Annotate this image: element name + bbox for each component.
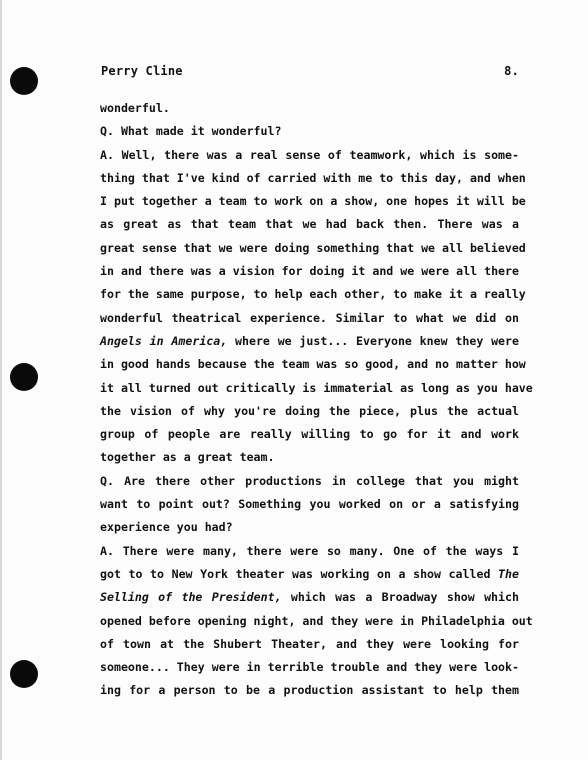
- transcript-line: [100, 679, 519, 702]
- line-text: Q. Are there other productions in college that you might: [100, 473, 519, 488]
- transcript-line: [100, 167, 526, 190]
- transcript-line: [100, 260, 519, 283]
- transcript-line: [100, 633, 519, 656]
- transcript-line: [100, 353, 526, 376]
- page-edge-shadow: [0, 0, 2, 760]
- page-header: [101, 64, 519, 82]
- transcript-line: [100, 144, 519, 167]
- interviewee-name: Perry Cline: [101, 64, 183, 78]
- line-text: it all turned out critically is immaterial as long as you have: [100, 380, 533, 395]
- line-text: opened before opening night, and they were in Philadelphia out: [100, 613, 533, 628]
- transcript-line: [100, 120, 519, 143]
- transcript-body: [100, 97, 533, 703]
- line-text: in good hands because the team was so good, and no matter how: [100, 357, 526, 372]
- line-text: in and there was a vision for doing it and we were all there: [100, 264, 519, 279]
- transcript-line: [100, 237, 526, 260]
- line-text: together as a great team.: [100, 450, 275, 465]
- transcript-line: [100, 563, 519, 586]
- transcript-line: [100, 330, 519, 353]
- line-text: Q. What made it wonderful?: [100, 124, 282, 139]
- transcript-line: [100, 283, 526, 306]
- transcript-line: [100, 400, 519, 423]
- line-text: got to to New York theater was working on a show called: [100, 566, 499, 581]
- line-text: of town at the Shubert Theater, and they were looking for: [100, 636, 519, 651]
- page-number: 8.: [504, 64, 519, 78]
- transcript-line: [100, 656, 519, 679]
- line-text: wonderful theatrical experience. Similar to what we did on: [100, 310, 519, 325]
- line-text: great sense that we were doing something that we all believed: [100, 240, 526, 255]
- binder-hole-bottom: [10, 660, 38, 688]
- transcript-line: [100, 423, 519, 446]
- line-text: someone... They were in terrible trouble and they were look-: [100, 660, 519, 675]
- line-text: where we just... Everyone knew they were: [227, 333, 519, 348]
- line-text: want to point out? Something you worked on or a satisfying: [100, 497, 519, 512]
- line-text: ing for a person to be a production assistant to help them: [100, 683, 519, 698]
- line-text: for the same purpose, to help each other, to make it a really: [100, 287, 526, 302]
- line-text: wonderful.: [100, 101, 170, 115]
- line-text: thing that I've kind of carried with me to this day, and when: [100, 170, 526, 185]
- transcript-line: [100, 540, 519, 563]
- line-text: I put together a team to work on a show, one hopes it will be: [100, 194, 526, 209]
- transcript-line: [100, 586, 519, 609]
- line-text: as great as that team that we had back then. There was a: [100, 217, 519, 232]
- transcript-line: [100, 516, 519, 539]
- binder-hole-top: [10, 67, 38, 95]
- transcript-line: [100, 307, 519, 330]
- italic-title: Angels in America,: [100, 333, 228, 348]
- line-text: A. There were many, there were so many. One of the ways I: [100, 543, 519, 558]
- transcript-line: [100, 97, 519, 120]
- line-text: which was a Broadway show which: [281, 590, 519, 605]
- line-text: A. Well, there was a real sense of teamwork, which is some-: [100, 147, 519, 162]
- italic-title: The: [498, 566, 519, 581]
- transcript-line: [100, 377, 533, 400]
- binder-hole-middle: [10, 363, 38, 391]
- transcript-line: [100, 190, 526, 213]
- line-text: the vision of why you're doing the piece, plus the actual: [100, 403, 519, 418]
- transcript-line: [100, 493, 519, 516]
- italic-title: Selling of the President,: [100, 590, 282, 605]
- transcript-line: [100, 213, 519, 236]
- transcript-line: [100, 446, 519, 469]
- transcript-line: [100, 610, 533, 633]
- line-text: experience you had?: [100, 520, 233, 535]
- transcript-line: [100, 470, 519, 493]
- line-text: group of people are really willing to go for it and work: [100, 427, 519, 442]
